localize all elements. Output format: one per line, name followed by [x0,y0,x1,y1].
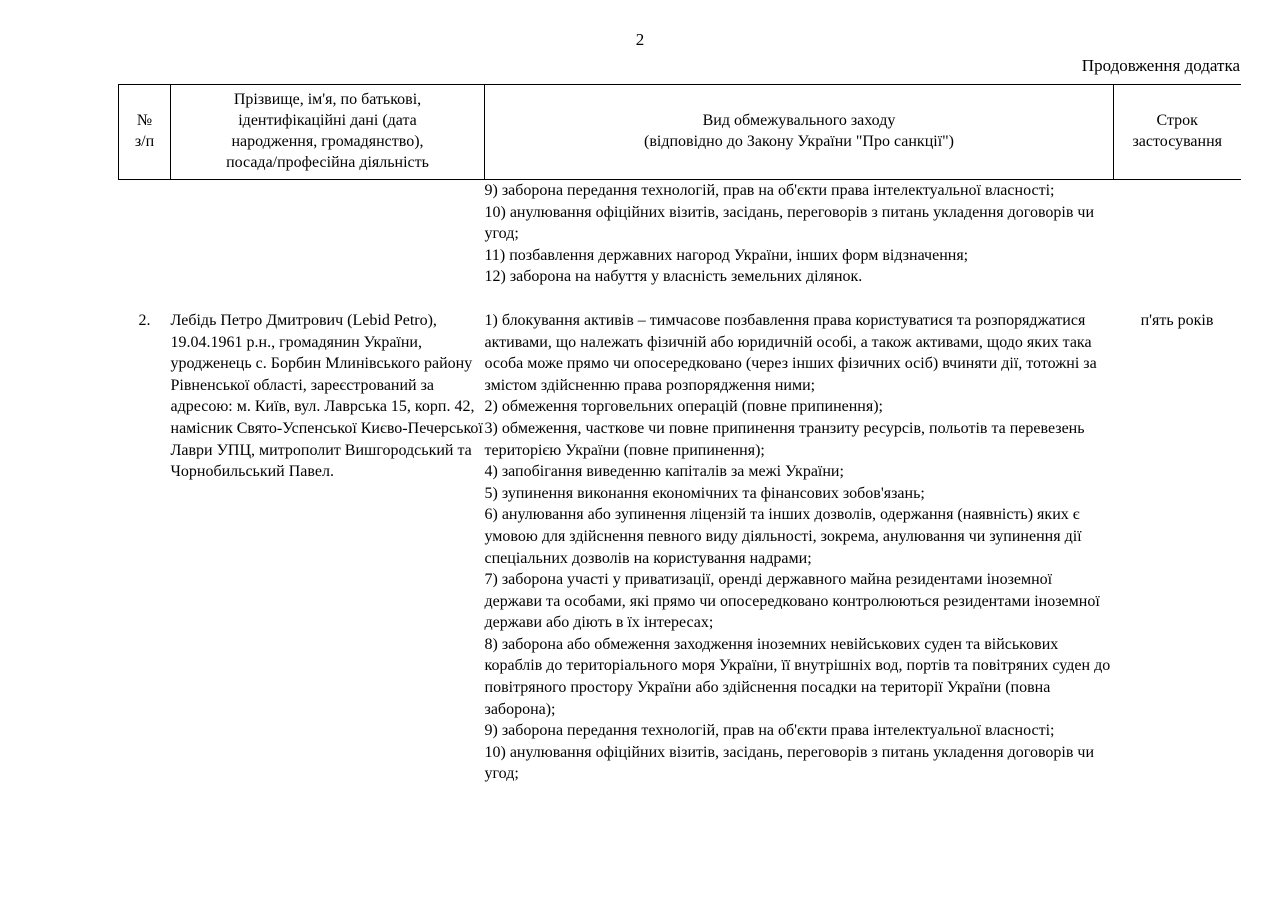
measure-item-2: 2) обмеження торговельних операцій (повне припинення); [484,398,883,416]
table-header-row [119,85,1241,180]
table-row [119,310,1241,785]
column-header-term-line-2: застосування [1132,133,1223,150]
row-term: п'ять років [1140,311,1214,329]
column-header-person-line-3: народження, громадянство), [231,133,424,150]
measure-item-7: 7) заборона участі у приватизації, оренді державного майна резидентами іноземної держави та особами, які прямо чи опосередковано контролюються резидентами іноземної держави або діють в їх інтересах; [484,571,1100,632]
measure-item-8: 8) заборона або обмеження заходження іноземних невійськових суден та військових кораблів до територіального моря України, її внутрішніх вод, портів та повітряних суден до повітряного простору України або здійснення посадки на території України (повна заборона); [484,635,1111,718]
table-row-spacer [119,288,1241,310]
carryover-term-cell [1114,180,1241,288]
carryover-person-cell [171,180,485,288]
measure-item-9: 9) заборона передання технологій, прав на об'єкти права інтелектуальної власності; [484,182,1055,199]
measure-item-5: 5) зупинення виконання економічних та фінансових зобов'язань; [484,484,925,502]
page-number: 2 [635,30,645,49]
column-header-person-line-2: ідентифікаційні дані (дата [238,112,417,129]
column-header-measure [485,85,1114,180]
table-header [119,85,1241,180]
measure-item-10: 10) анулювання офіційних візитів, засідань, переговорів з питань укладення договорів чи угод; [484,203,1095,243]
table-row-carryover [119,180,1241,288]
carryover-number-cell [119,180,171,288]
column-header-number-line-2: з/п [134,133,155,150]
spacer-cell-term [1114,288,1241,310]
sanctions-table [118,84,1241,785]
measure-item-10: 10) анулювання офіційних візитів, засідань, переговорів з питань укладення договорів чи угод; [484,743,1095,783]
column-header-number-line-1: № [136,112,153,129]
column-header-person-line-1: Прізвище, ім'я, по батькові, [233,91,422,108]
column-header-measure-line-2: (відповідно до Закону України "Про санкції") [643,133,954,150]
column-header-term [1114,85,1241,180]
measure-item-11: 11) позбавлення державних нагород України, інших форм відзначення; [484,246,969,264]
continuation-note: Продовження додатка [1081,56,1240,75]
table-body [119,180,1241,786]
carryover-measure-cell [485,180,1114,288]
row-measures [485,310,1114,785]
column-header-person-line-4: посада/професійна діяльність [226,154,429,171]
measure-item-12: 12) заборона на набуття у власність земельних ділянок. [484,268,863,286]
spacer-cell-measure [485,288,1114,310]
column-header-number [119,85,171,180]
spacer-cell-person [171,288,485,310]
row-person-details: Лебідь Петро Дмитрович (Lebid Petro), 19.04.1961 р.н., громадянин України, уродженець с. Борбин Млинівського району Рівненської області, зареєстрований за адресою: м. Київ, вул. Лаврська 15, корп. 42, намісник Свято-Успенської Києво-Печерської Лаври УПЦ, митрополит Вишгородський та Чорнобильський Павел. [170,311,483,481]
column-header-term-line-1: Строк [1156,112,1198,129]
measure-item-6: 6) анулювання або зупинення ліцензій та інших дозволів, одержання (наявність) яких є умовою для здійснення певного виду діяльності, зокрема, анулювання чи зупинення дії спеціальних дозволів на користування надрами; [484,506,1082,567]
spacer-cell-number [119,288,171,310]
row-number: 2. [138,311,151,329]
column-header-person [171,85,485,180]
measure-item-9: 9) заборона передання технологій, прав на об'єкти права інтелектуальної власності; [484,722,1055,740]
measure-item-1: 1) блокування активів – тимчасове позбавлення права користуватися та розпоряджатися активами, що належать фізичній або юридичній особі, а також активами, щодо яких така особа може прямо чи опосередковано (через інших фізичних осіб) вчиняти дії, тотожні за змістом здійсненню права розпорядження ними; [484,311,1097,394]
measure-item-3: 3) обмеження, часткове чи повне припинення транзиту ресурсів, польотів та перевезень територією України (повне припинення); [484,419,1085,459]
column-header-measure-line-1: Вид обмежувального заходу [702,112,896,129]
measure-item-4: 4) запобігання виведенню капіталів за межі України; [484,463,844,481]
